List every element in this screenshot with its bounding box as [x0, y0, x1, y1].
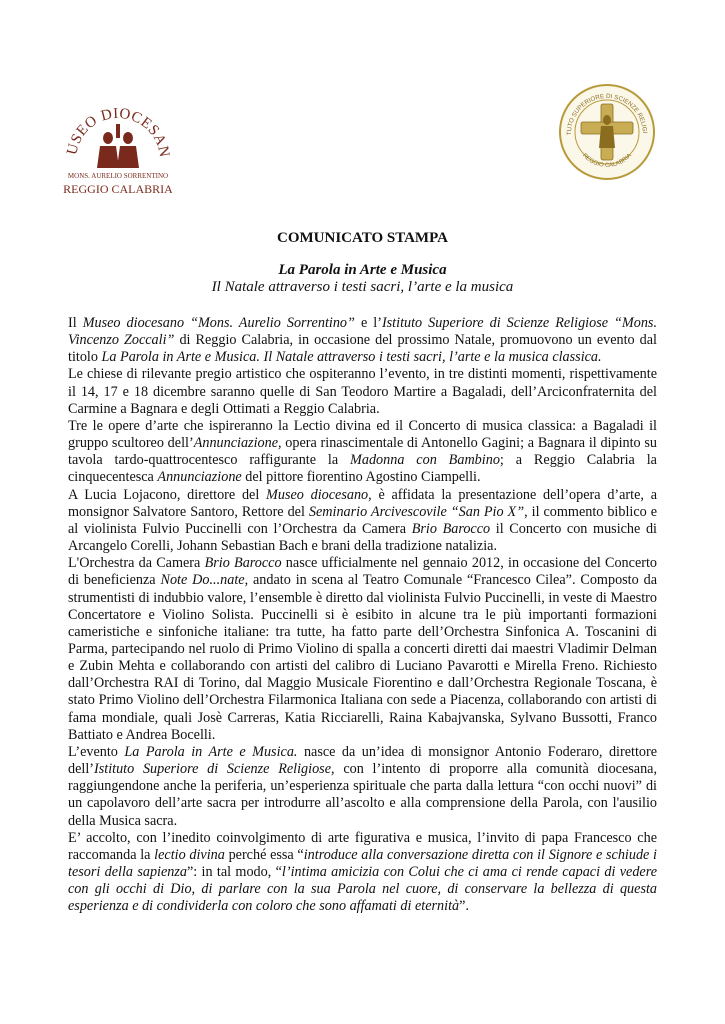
italic-text-run: Istituto Superiore di Scienze Religiose “Mons. Vincenzo Zoccali”	[68, 315, 657, 349]
page-title: COMUNICATO STAMPA	[277, 230, 448, 246]
italic-text-run: Note Do...nate	[160, 572, 245, 589]
text-run: perché essa “	[224, 846, 304, 863]
press-release-body	[68, 315, 657, 915]
text-run: di Reggio Calabria, in occasione del prossimo Natale, promuovono un evento dal titolo	[68, 332, 657, 366]
italic-text-run: Museo diocesano “Mons. Aurelio Sorrentino”	[82, 315, 355, 331]
svg-text:MUSEO DIOCESANO	[62, 88, 172, 159]
text-run: A Lucia Lojacono, direttore del	[68, 486, 267, 503]
italic-text-run: Museo diocesano	[266, 486, 369, 503]
italic-text-run: lectio divina	[154, 846, 225, 863]
logo-left-line1: MONS. AURELIO SORRENTINO	[67, 172, 169, 180]
text-run: ; a Reggio Calabria la cinquecentesca	[68, 452, 657, 486]
logo-right-ring-bottom: REGGIO CALABRIA	[581, 152, 633, 169]
italic-text-run: introduce alla conversazione diretta con il Signore e schiude i tesori della sapienza	[68, 846, 657, 880]
italic-text-run: Brio Barocco	[411, 520, 491, 537]
italic-text-run: La Parola in Arte e Musica.	[124, 743, 298, 760]
text-run: , con l’intento di proporre alla comunità diocesana, raggiungendone anche la periferia, un’esperienza spirituale che parta dalla lettura “con occhi nuovi” di un capolavoro dell’arte sacra per introdurre all’ascolto e alla comprensione della Parola, con l'ausilio della Musica sacra.	[68, 761, 658, 829]
body-paragraph	[68, 487, 657, 556]
body-paragraph	[68, 366, 657, 417]
text-run: L'Orchestra da Camera	[68, 555, 205, 572]
text-run: ”: in tal modo, “	[187, 864, 282, 880]
italic-text-run: Annunciazione	[193, 435, 279, 452]
body-paragraph	[68, 555, 657, 744]
text-run: Le chiese di rilevante pregio artistico che ospiteranno l’evento, in tre distinti momenti, rispettivamente il 14, 17 e 18 dicembre saranno quelle di San Teodoro Martire a Bagaladi, dell’Arciconfraternita del Carmine a Bagnara e degli Ottimati a Reggio Calabria.	[68, 366, 657, 417]
logo-left-arc-text: USEO DIOCESAN	[64, 105, 172, 159]
italic-text-run: Annunciazione	[157, 469, 242, 486]
italic-text-run: l’intima amicizia con Colui che ci ama ci rende capaci di vedere con gli occhi di Dio, di parlare con la sua Parola nel cuore, di conservare la bellezza di questa esperienza e di condividerla con coloro che sono affamati di eternità	[68, 864, 658, 915]
italic-text-run: Madonna con Bambino	[350, 452, 500, 469]
text-run: , opera rinascimentale di Antonello Gagini; a Bagnara il dipinto su tavola tardo-quattrocentesco raffigurante la	[68, 435, 657, 469]
body-paragraph	[68, 418, 657, 487]
text-run: nasce da un’idea di monsignor Antonio Foderaro, direttore dell’	[68, 743, 657, 778]
text-run: Tre le opere d’arte che ispireranno la Lectio divina ed il Concerto di musica classica: a Bagaladi il gruppo scultoreo dell’	[68, 417, 657, 452]
event-title: La Parola in Arte e Musica	[278, 262, 447, 278]
italic-text-run: Seminario Arcivescovile “San Pio X”	[308, 503, 525, 520]
event-subtitle: Il Natale attraverso i testi sacri, l’arte e la musica	[211, 279, 514, 295]
logo-right-ring-top: TUTO SUPERIORE DI SCIENZE RELIGI	[565, 92, 649, 136]
text-run: , andato in scena al Teatro Comunale “Francesco Cilea”. Composto da strumentisti di indubbio valore, l’ensemble è diretto dal violinista Fulvio Puccinelli, in veste di Maestro Concertatore e Violino Solista. Puccinelli si è esibito in alcune tra le più importanti formazioni cameristiche e sinfoniche italiane: tra tutte, ha fatto parte dell’Orchestra Sinfonica A. Toscanini di Parma, partecipando nel ruolo di Primo Violino di spalla a concerti diretti dai maestri Vladimir Delman e Zubin Mehta e collaborando con artisti del calibro di Luciano Pavarotti e Mirella Freno. Richiesto dall’Orchestra RAI di Torino, dal Maggio Musicale Fiorentino e dall’Orchestra Regionale Toscana, è stato Primo Violino dell’Orchestra Filarmonica Italiana con sede a Piacenza, collaborando con artisti di fama mondiale, quali Josè Carreras, Katia Ricciarelli, Raina Kabajvanska, Sylvano Bussotti, Franco Battiato e Andrea Bocelli.	[68, 572, 657, 743]
text-run: ”.	[459, 898, 469, 915]
museo-diocesano-logo	[62, 88, 172, 200]
text-run: del pittore fiorentino Agostino Ciampelli.	[241, 469, 481, 486]
text-run: il Concerto con musiche di Arcangelo Corelli, Johann Sebastian Bach e brani della tradizione natalizia.	[68, 520, 657, 555]
issr-seal-logo	[557, 82, 657, 182]
body-paragraph	[68, 744, 657, 830]
text-run: , è affidata la presentazione dell’opera d’arte, a monsignor Salvatore Santoro, Rettore del	[68, 486, 657, 520]
text-run: L’evento	[68, 743, 125, 760]
body-paragraph	[68, 315, 657, 366]
text-run: e l’	[354, 315, 382, 331]
text-run: E’ accolto, con l’inedito coinvolgimento di arte figurativa e musica, l’invito di papa Francesco che raccomanda la	[68, 829, 657, 863]
logo-left-line2: REGGIO CALABRIA	[63, 182, 172, 196]
text-run: nasce ufficialmente nel gennaio 2012, in occasione del Concerto di beneficienza	[68, 555, 658, 589]
text-run: Il	[68, 315, 83, 331]
italic-text-run: Istituto Superiore di Scienze Religiose	[94, 761, 332, 778]
body-paragraph	[68, 830, 657, 916]
italic-text-run: Brio Barocco	[204, 555, 282, 572]
text-run: , il commento biblico e al violinista Fulvio Puccinelli con l’Orchestra da Camera	[68, 503, 658, 537]
italic-text-run: La Parola in Arte e Musica. Il Natale attraverso i testi sacri, l’arte e la musica classica.	[101, 349, 602, 366]
